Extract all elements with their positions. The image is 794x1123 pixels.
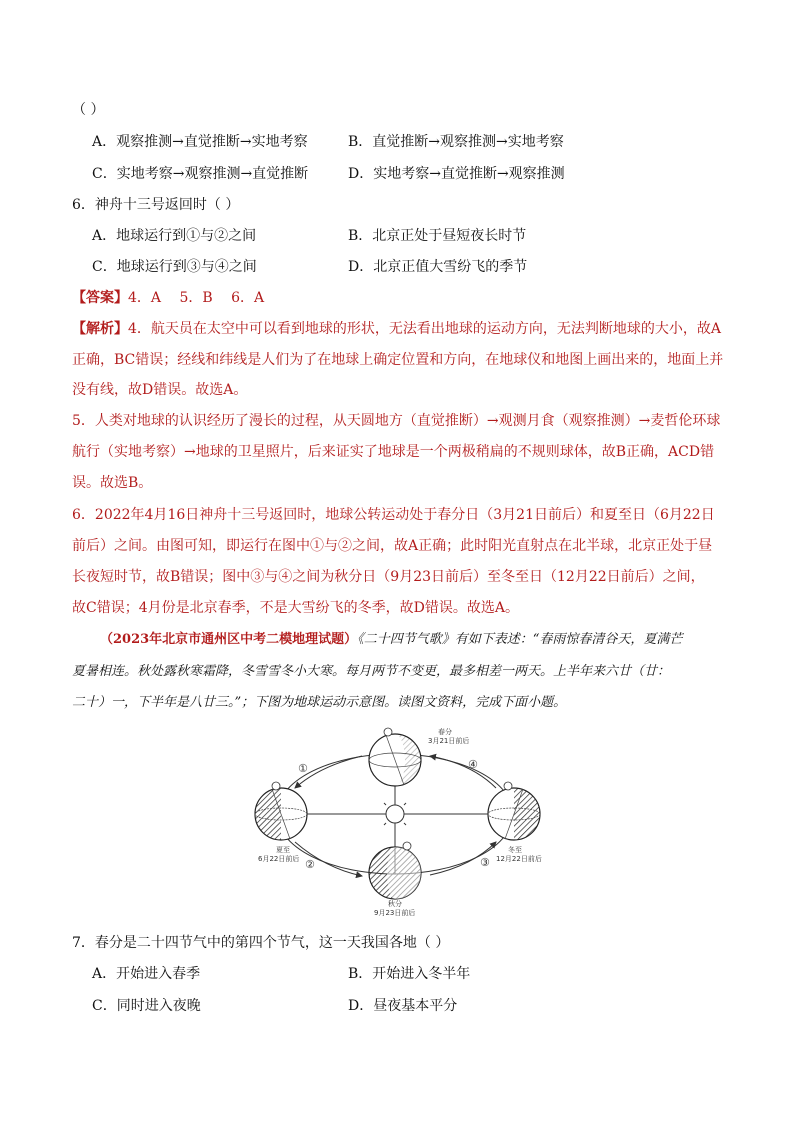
label-summer: 夏至 xyxy=(276,846,290,854)
arrow-label-3: ③ xyxy=(480,856,490,869)
answer-line xyxy=(72,288,264,308)
q5-option-a: A．观察推测→直觉推断→实地考察 xyxy=(92,134,308,150)
passage-line-3: 二十）一，下半年是八廿三。”；下图为地球运动示意图。读图文资料，完成下面小题。 xyxy=(72,695,567,710)
analysis-line-8: 前后）之间。由图可知，即运行在图中①与②之间，故A正确；此时阳光直射点在北半球，北京正处于昼 xyxy=(72,538,713,554)
earth-winter xyxy=(488,782,540,840)
label-spring: 春分 xyxy=(438,728,452,736)
label-winter-date: 12月22日前后 xyxy=(496,855,542,863)
passage-line-1 xyxy=(100,630,682,650)
answer-text: 4．A 5．B 6．A xyxy=(128,290,265,306)
q6-option-b: B．北京正处于昼短夜长时节 xyxy=(348,228,527,244)
analysis-line-2: 正确，BC错误；经线和纬线是人们为了在地球上确定位置和方向，在地球仪和地图上画出来的，地面上并 xyxy=(72,352,724,368)
q7-stem: 7．春分是二十四节气中的第四个节气，这一天我国各地（ ） xyxy=(72,935,450,951)
q7-option-d: D．昼夜基本平分 xyxy=(348,998,458,1014)
answer-tag: 【答案】 xyxy=(72,290,128,306)
label-winter: 冬至 xyxy=(508,846,522,854)
q7-option-b: B．开始进入冬半年 xyxy=(348,966,471,982)
q6-option-d: D．北京正值大雪纷飞的季节 xyxy=(348,259,528,275)
q5-option-c: C．实地考察→观察推测→直觉推断 xyxy=(92,166,309,182)
earth-summer xyxy=(255,782,307,840)
q6-stem: 6．神舟十三号返回时（ ） xyxy=(72,197,240,213)
arrow-label-1: ① xyxy=(298,762,308,775)
analysis-line-5: 航行（实地考察）→地球的卫星照片，后来证实了地球是一个两极稍扁的不规则球体，故B正确，ACD错 xyxy=(72,444,715,460)
q5-option-d: D．实地考察→直觉推断→观察推测 xyxy=(348,166,565,182)
analysis-text-1: 4．航天员在太空中可以看到地球的形状，无法看出地球的运动方向，无法判断地球的大小，故A xyxy=(128,321,722,337)
earth-autumn xyxy=(369,842,421,899)
q7-option-c: C．同时进入夜晚 xyxy=(92,998,201,1014)
q5-option-b: B．直觉推断→观察推测→实地考察 xyxy=(348,134,564,150)
analysis-line-4: 5．人类对地球的认识经历了漫长的过程，从天圆地方（直觉推断）→观测月食（观察推测）→麦哲伦环球 xyxy=(72,413,721,429)
label-autumn-date: 9月23日前后 xyxy=(374,909,416,917)
orbit-arrow-4 xyxy=(430,756,496,788)
analysis-line-1 xyxy=(72,319,721,339)
passage-source: （2023年北京市通州区中考二模地理试题） xyxy=(100,632,358,647)
analysis-tag: 【解析】 xyxy=(72,321,128,337)
q5-answer-paren: （ ） xyxy=(72,102,105,118)
analysis-line-3: 没有线，故D错误。故选A。 xyxy=(72,382,248,398)
q6-option-c: C．地球运行到③与④之间 xyxy=(92,259,257,275)
q7-option-a: A．开始进入春季 xyxy=(92,966,201,982)
analysis-line-6: 误。故选B。 xyxy=(72,475,153,491)
arrow-label-2: ② xyxy=(305,858,315,871)
earth-spring xyxy=(369,728,421,786)
passage-text-1: 《二十四节气歌》有如下表述：“春雨惊春清谷天，夏满芒 xyxy=(357,632,683,647)
q6-option-a: A．地球运行到①与②之间 xyxy=(92,228,257,244)
passage-line-2: 夏暑相连。秋处露秋寒霜降，冬雪雪冬小大寒。每月两节不变更，最多相差一两天。上半年来六廿（廿： xyxy=(72,664,671,679)
analysis-line-10: 故C错误；4月份是北京春季，不是大雪纷飞的冬季，故D错误。故选A。 xyxy=(72,600,519,616)
earth-revolution-diagram xyxy=(250,722,550,917)
analysis-line-7: 6．2022年4月16日神舟十三号返回时，地球公转运动处于春分日（3月21日前后）和夏至日（6月22日 xyxy=(72,507,715,523)
label-autumn: 秋分 xyxy=(388,900,402,908)
label-spring-date: 3月21日前后 xyxy=(428,737,470,745)
analysis-line-9: 长夜短时节，故B错误；图中③与④之间为秋分日（9月23日前后）至冬至日（12月22日前后）之间， xyxy=(72,569,705,585)
label-summer-date: 6月22日前后 xyxy=(258,855,300,863)
arrow-label-4: ④ xyxy=(468,758,478,771)
